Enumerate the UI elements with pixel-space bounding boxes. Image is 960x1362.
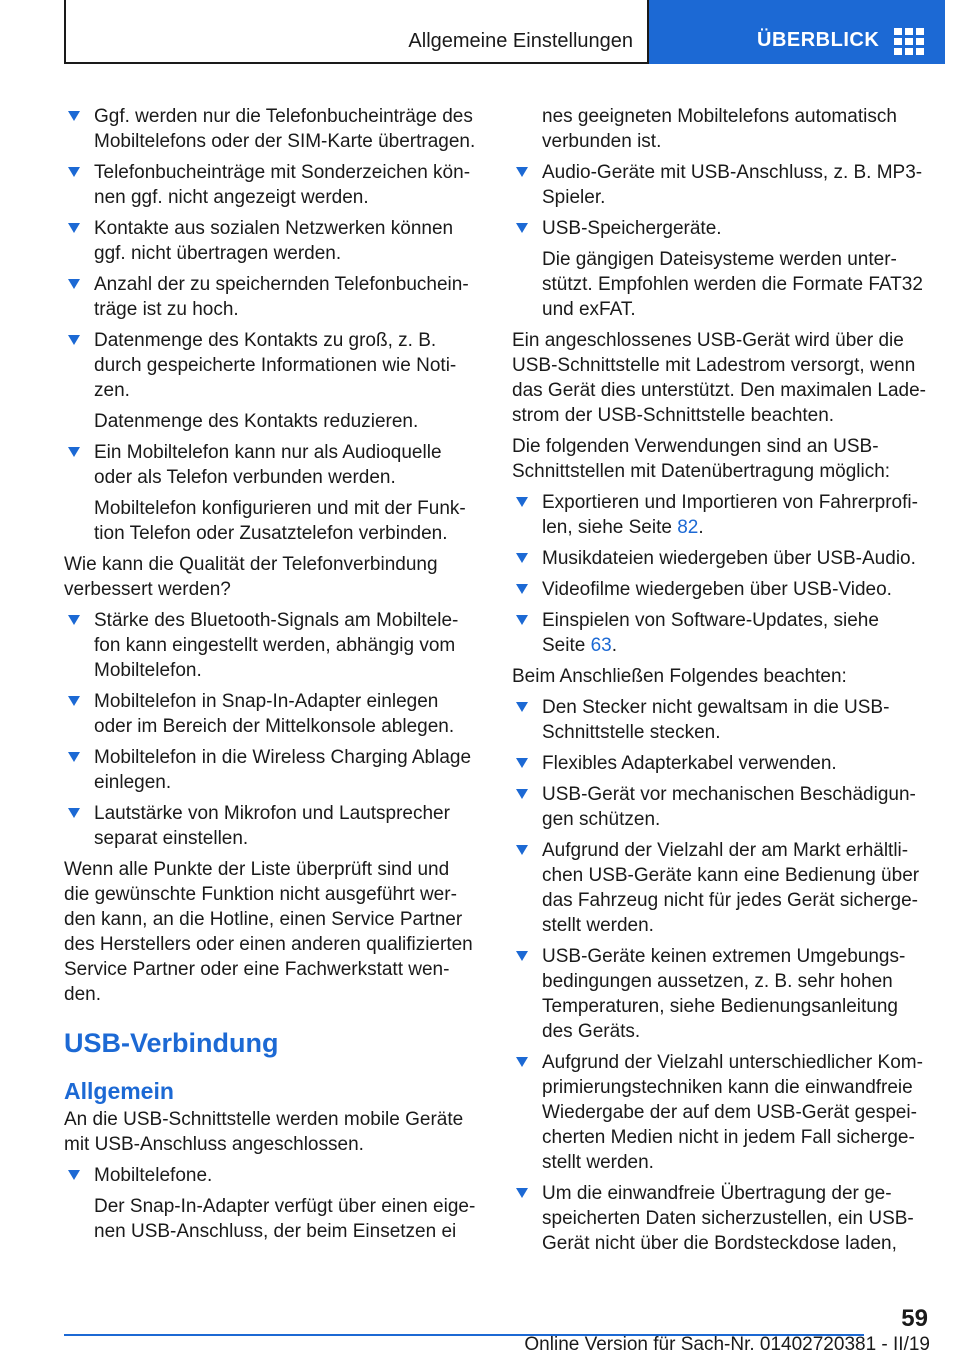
list-item: Kontakte aus sozialen Netzwerken können ggf. nicht übertragen werden. bbox=[64, 216, 478, 266]
list-item: Aufgrund der Vielzahl unterschiedlicher Komprimierungstechniken kann die einwandfreie Wiedergabe der auf dem USB-Gerät gespeicherten Medien nicht in jedem Fall sichergestellt werden. bbox=[512, 1050, 926, 1175]
heading-allgemein: Allgemein bbox=[64, 1078, 174, 1104]
bullet-triangle-icon bbox=[516, 584, 528, 594]
bullet-triangle-icon bbox=[68, 752, 80, 762]
right-column bbox=[512, 104, 926, 1262]
grid-icon bbox=[894, 28, 924, 54]
list-item-note: Der Snap-In-Adapter verfügt über einen eigenen USB-Anschluss, der beim Einsetzen ei bbox=[94, 1196, 476, 1242]
header-frame bbox=[64, 0, 649, 64]
bullet-triangle-icon bbox=[516, 845, 528, 855]
bullet-triangle-icon bbox=[68, 335, 80, 345]
list-item: Telefonbucheinträge mit Sonderzeichen können ggf. nicht angezeigt werden. bbox=[64, 160, 478, 210]
bullet-triangle-icon bbox=[516, 951, 528, 961]
question-paragraph: Wie kann die Qualität der Telefonverbindung verbessert werden? bbox=[64, 554, 438, 600]
list-item: Ggf. werden nur die Telefonbucheinträge des Mobiltelefons oder der SIM-Karte übertragen. bbox=[64, 104, 478, 154]
list-item: Flexibles Adapterkabel verwenden. bbox=[512, 751, 926, 776]
bullet-triangle-icon bbox=[516, 702, 528, 712]
bullet-triangle-icon bbox=[68, 808, 80, 818]
connect-paragraph: Beim Anschließen Folgendes beachten: bbox=[512, 666, 847, 687]
page-number: 59 bbox=[901, 1305, 928, 1332]
list-item: Den Stecker nicht gewaltsam in die USB-Schnittstelle stecken. bbox=[512, 695, 926, 745]
overview-tab-label: ÜBERBLICK bbox=[757, 29, 880, 51]
section-title: Allgemeine Einstellungen bbox=[408, 30, 633, 52]
overview-tab[interactable] bbox=[649, 0, 945, 64]
bullet-triangle-icon bbox=[68, 279, 80, 289]
list-item-note: Die gängigen Dateisysteme werden unterstützt. Empfohlen werden die Formate FAT32 und exFAT. bbox=[542, 249, 923, 320]
list-item: Exportieren und Importieren von Fahrerprofilen, siehe Seite 82. bbox=[512, 490, 926, 540]
list-item: Videofilme wiedergeben über USB-Video. bbox=[512, 577, 926, 602]
list-item-note: Mobiltelefon konfigurieren und mit der Funktion Telefon oder Zusatztelefon verbinden. bbox=[94, 498, 466, 544]
bullet-triangle-icon bbox=[68, 615, 80, 625]
list-item: Mobiltelefon in Snap-In-Adapter einlegen oder im Bereich der Mittelkonsole ablegen. bbox=[64, 689, 478, 739]
list-item: Audio-Geräte mit USB-Anschluss, z. B. MP3-Spieler. bbox=[512, 160, 926, 210]
list-item: Aufgrund der Vielzahl der am Markt erhältlichen USB-Geräte kann eine Bedienung über das Fahrzeug nicht für jedes Gerät sichergestellt werden. bbox=[512, 838, 926, 938]
intro-paragraph: An die USB-Schnittstelle werden mobile Geräte mit USB-Anschluss angeschlossen. bbox=[64, 1109, 464, 1155]
list-item: USB-Gerät vor mechanischen Beschädigungen schützen. bbox=[512, 782, 926, 832]
bullet-triangle-icon bbox=[516, 497, 528, 507]
list-item-note: Datenmenge des Kontakts reduzieren. bbox=[94, 411, 419, 432]
bullet-triangle-icon bbox=[516, 553, 528, 563]
list-item: USB-Geräte keinen extremen Umgebungsbedingungen aussetzen, z. B. sehr hohen Temperaturen, siehe Bedienungsanleitung des Geräts. bbox=[512, 944, 926, 1044]
online-version-footer: Online Version für Sach-Nr. 01402720381 - II/19 bbox=[524, 1334, 930, 1355]
list-item: Anzahl der zu speichernden Telefonbucheinträge ist zu hoch. bbox=[64, 272, 478, 322]
bullet-triangle-icon bbox=[68, 111, 80, 121]
list-item: Ein Mobiltelefon kann nur als Audioquelle oder als Telefon verbunden werden. bbox=[64, 440, 478, 490]
heading-usb-verbindung: USB-Verbindung bbox=[64, 1028, 279, 1058]
list-item: Lautstärke von Mikrofon und Lautsprecher separat einstellen. bbox=[64, 801, 478, 851]
bullet-triangle-icon bbox=[516, 1188, 528, 1198]
left-column bbox=[64, 104, 478, 1250]
bullet-triangle-icon bbox=[68, 447, 80, 457]
closing-paragraph: Wenn alle Punkte der Liste überprüft sind und die gewünschte Funktion nicht ausgeführt werden kann, an die Hotline, einen Service Partner des Herstellers oder einen anderen qualifizierten Service Partner oder eine Fachwerkstatt wenden. bbox=[64, 859, 473, 1005]
page-link-63[interactable]: 63 bbox=[590, 635, 612, 656]
bullet-triangle-icon bbox=[516, 789, 528, 799]
list-item: Datenmenge des Kontakts zu groß, z. B. durch gespeicherte Informationen wie Notizen. bbox=[64, 328, 478, 403]
bullet-triangle-icon bbox=[516, 615, 528, 625]
list-item: USB-Speichergeräte. bbox=[512, 216, 926, 241]
bullet-triangle-icon bbox=[68, 1170, 80, 1180]
bullet-triangle-icon bbox=[68, 223, 80, 233]
list-item: Einspielen von Software-Updates, siehe Seite 63. bbox=[512, 608, 926, 658]
power-paragraph: Ein angeschlossenes USB-Gerät wird über die USB-Schnittstelle mit Ladestrom versorgt, wenn das Gerät dies unterstützt. Den maximalen Ladestrom der USB-Schnittstelle beachten. bbox=[512, 330, 926, 426]
list-item: Mobiltelefon in die Wireless Charging Ablage einlegen. bbox=[64, 745, 478, 795]
bullet-triangle-icon bbox=[68, 167, 80, 177]
bullet-triangle-icon bbox=[516, 1057, 528, 1067]
bullet-triangle-icon bbox=[516, 167, 528, 177]
list-item: Um die einwandfreie Übertragung der gespeicherten Daten sicherzustellen, ein USB-Gerät nicht über die Bordsteckdose laden, bbox=[512, 1181, 926, 1256]
bullet-triangle-icon bbox=[516, 223, 528, 233]
list-item: Musikdateien wiedergeben über USB-Audio. bbox=[512, 546, 926, 571]
bullet-triangle-icon bbox=[516, 758, 528, 768]
uses-paragraph: Die folgenden Verwendungen sind an USB-Schnittstellen mit Datenübertragung möglich: bbox=[512, 436, 891, 482]
list-item: Mobiltelefone. bbox=[64, 1163, 478, 1188]
bullet-triangle-icon bbox=[68, 696, 80, 706]
page-link-82[interactable]: 82 bbox=[677, 517, 699, 538]
list-item-note: nes geeigneten Mobiltelefons automatisch verbunden ist. bbox=[542, 106, 897, 152]
list-item: Stärke des Bluetooth-Signals am Mobiltelefon kann eingestellt werden, abhängig vom Mobiltelefon. bbox=[64, 608, 478, 683]
